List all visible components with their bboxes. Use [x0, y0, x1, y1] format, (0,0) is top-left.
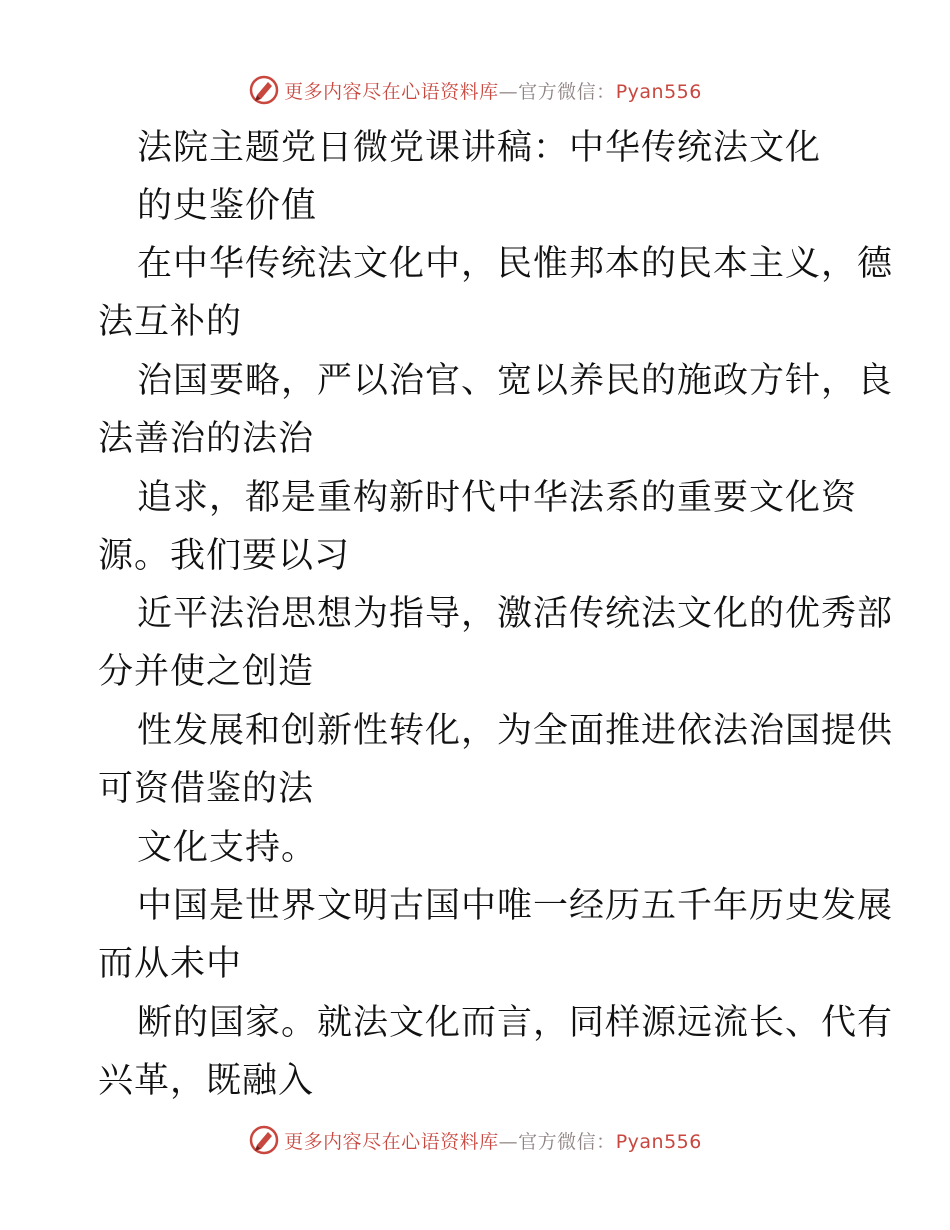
text-line: 断的国家。就法文化而言，同样源远流长、代有 [137, 1003, 894, 1043]
watermark-wechat-id: Pyan556 [615, 1130, 702, 1153]
text-line: 追求，都是重构新时代中华法系的重要文化资 [137, 478, 858, 518]
watermark-dash: — [498, 1130, 519, 1153]
text-line: 在中华传统法文化中，民惟邦本的民本主义，德 [137, 244, 894, 284]
text-line: 法善治的法治 [98, 419, 315, 459]
text-line: 性发展和创新性转化，为全面推进依法治国提供 [137, 711, 894, 751]
text-line: 源。我们要以习 [98, 536, 351, 576]
text-line: 而从未中 [98, 944, 243, 984]
watermark-wechat-id: Pyan556 [615, 80, 702, 103]
text-line: 兴革，既融入 [98, 1061, 315, 1101]
watermark-label: 官方微信： [518, 1130, 616, 1153]
watermark-main-text: 更多内容尽在心语资料库 [284, 1130, 499, 1153]
text-line: 治国要略，严以治官、宽以养民的施政方针，良 [137, 361, 894, 401]
text-line: 可资借鉴的法 [98, 769, 315, 809]
title-line-1: 法院主题党日微党课讲稿：中华传统法文化 [137, 128, 822, 168]
header-watermark [0, 70, 950, 110]
text-line: 分并使之创造 [98, 652, 315, 692]
text-line: 法互补的 [98, 302, 243, 342]
pen-logo-icon [248, 1124, 280, 1156]
text-line: 近平法治思想为指导，激活传统法文化的优秀部 [137, 594, 894, 634]
text-line: 文化支持。 [137, 828, 318, 868]
pen-logo-icon [248, 74, 280, 106]
text-line: 中国是世界文明古国中唯一经历五千年历史发展 [137, 886, 894, 926]
title-line-2: 的史鉴价值 [137, 186, 318, 226]
watermark-dash: — [498, 80, 519, 103]
footer-watermark [0, 1120, 950, 1160]
watermark-main-text: 更多内容尽在心语资料库 [284, 80, 499, 103]
watermark-label: 官方微信： [518, 80, 616, 103]
